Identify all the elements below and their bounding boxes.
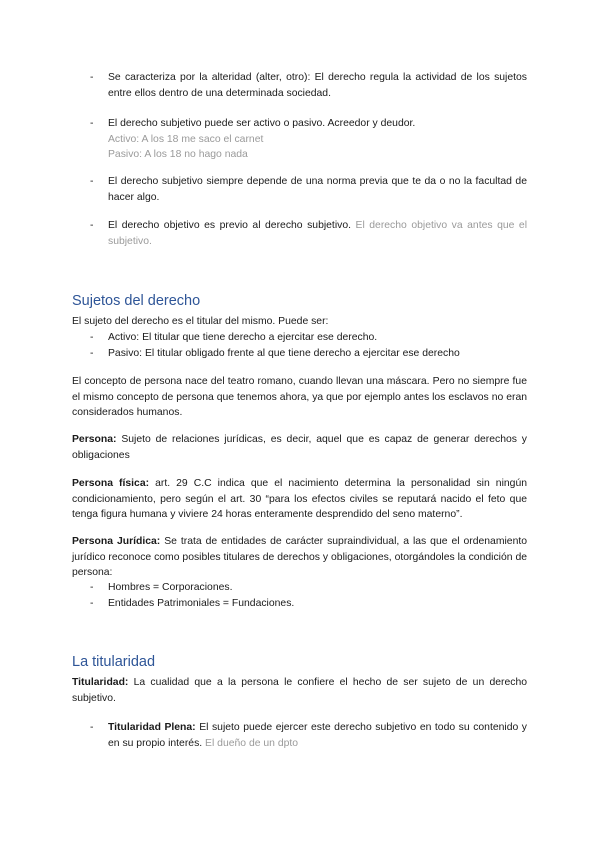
concepto-paragraph: El concepto de persona nace del teatro romano, cuando llevan una máscara. Pero no siempre fue el mismo concepto de persona que tenemos ahora, ya que por ejemplo antes los esclavos no eran considerados humanos. (72, 376, 527, 419)
persona-fisica-text: art. 29 C.C indica que el nacimiento determina la personalidad sin ningún condicionamiento, pero según el art. 30 “para los efectos civiles se reputará nacido el feto que tenga figura humana y viviere 24 horas enteramente desprendido del seno materno”. (72, 478, 528, 521)
bullet-dash: - (90, 598, 94, 609)
bullet-dash: - (90, 722, 94, 733)
bullet-dash: - (90, 220, 94, 231)
section-heading-titularidad: La titularidad (72, 654, 156, 670)
bullet-dash: - (90, 348, 94, 359)
sujetos-intro: El sujeto del derecho es el titular del mismo. Puede ser: (72, 316, 329, 327)
persona-fisica-label: Persona física: (72, 478, 150, 489)
titularidad-plena-note: El dueño de un dpto (205, 737, 299, 749)
persona-label: Persona: (72, 434, 117, 445)
titularidad-label: Titularidad: (72, 677, 129, 688)
bullet-dash: - (90, 118, 94, 129)
persona-juridica-text: Se trata de entidades de carácter supraindividual, a las que el ordenamiento jurídico reconoce como posibles titulares de derechos y obligaciones, otorgándoles la condición de persona: (72, 536, 528, 579)
list-item-content (108, 116, 527, 163)
bullet-dash: - (90, 582, 94, 593)
titularidad-plena-label: Titularidad Plena: (108, 722, 196, 733)
list-item-text: Pasivo: El titular obligado frente al que tiene derecho a ejercitar ese derecho (108, 348, 460, 359)
list-item-text: Activo: El titular que tiene derecho a ejercitar ese derecho. (108, 332, 378, 343)
list-item-note: El derecho objetivo va antes que el subjetivo. (108, 220, 527, 247)
list-item-text (108, 218, 527, 249)
titularidad-text: La cualidad que a la persona le confiere el hecho de ser sujeto de un derecho subjetivo. (72, 677, 528, 704)
persona-fisica-paragraph (72, 476, 527, 523)
persona-text: Sujeto de relaciones jurídicas, es decir, aquel que es capaz de generar derechos y obligaciones (72, 434, 527, 461)
note-activo: Activo: A los 18 me saco el carnet (108, 133, 264, 145)
bullet-dash: - (90, 176, 94, 187)
bullet-dash: - (90, 332, 94, 343)
note-pasivo: Pasivo: A los 18 no hago nada (108, 149, 248, 161)
list-item-text: Se caracteriza por la alteridad (alter, otro): El derecho regula la actividad de los sujetos entre ellos dentro de una determinada sociedad. (108, 72, 527, 99)
persona-juridica-label: Persona Jurídica: (72, 536, 161, 547)
bullet-dash: - (90, 72, 94, 83)
titularidad-paragraph (72, 675, 527, 706)
titularidad-plena-text: El sujeto puede ejercer este derecho subjetivo en todo su contenido y en su propio interés. (108, 722, 527, 749)
list-item-main-text: El derecho objetivo es previo al derecho subjetivo. (108, 220, 351, 231)
list-item-text: El derecho subjetivo puede ser activo o pasivo. Acreedor y deudor. (108, 118, 416, 129)
persona-paragraph (72, 432, 527, 463)
persona-juridica-paragraph (72, 534, 527, 581)
section-heading-sujetos: Sujetos del derecho (72, 293, 201, 309)
list-item-text: Hombres = Corporaciones. (108, 582, 233, 593)
list-item-text: Entidades Patrimoniales = Fundaciones. (108, 598, 295, 609)
list-item-text (108, 720, 527, 751)
list-item-text: El derecho subjetivo siempre depende de una norma previa que te da o no la facultad de hacer algo. (108, 176, 527, 203)
